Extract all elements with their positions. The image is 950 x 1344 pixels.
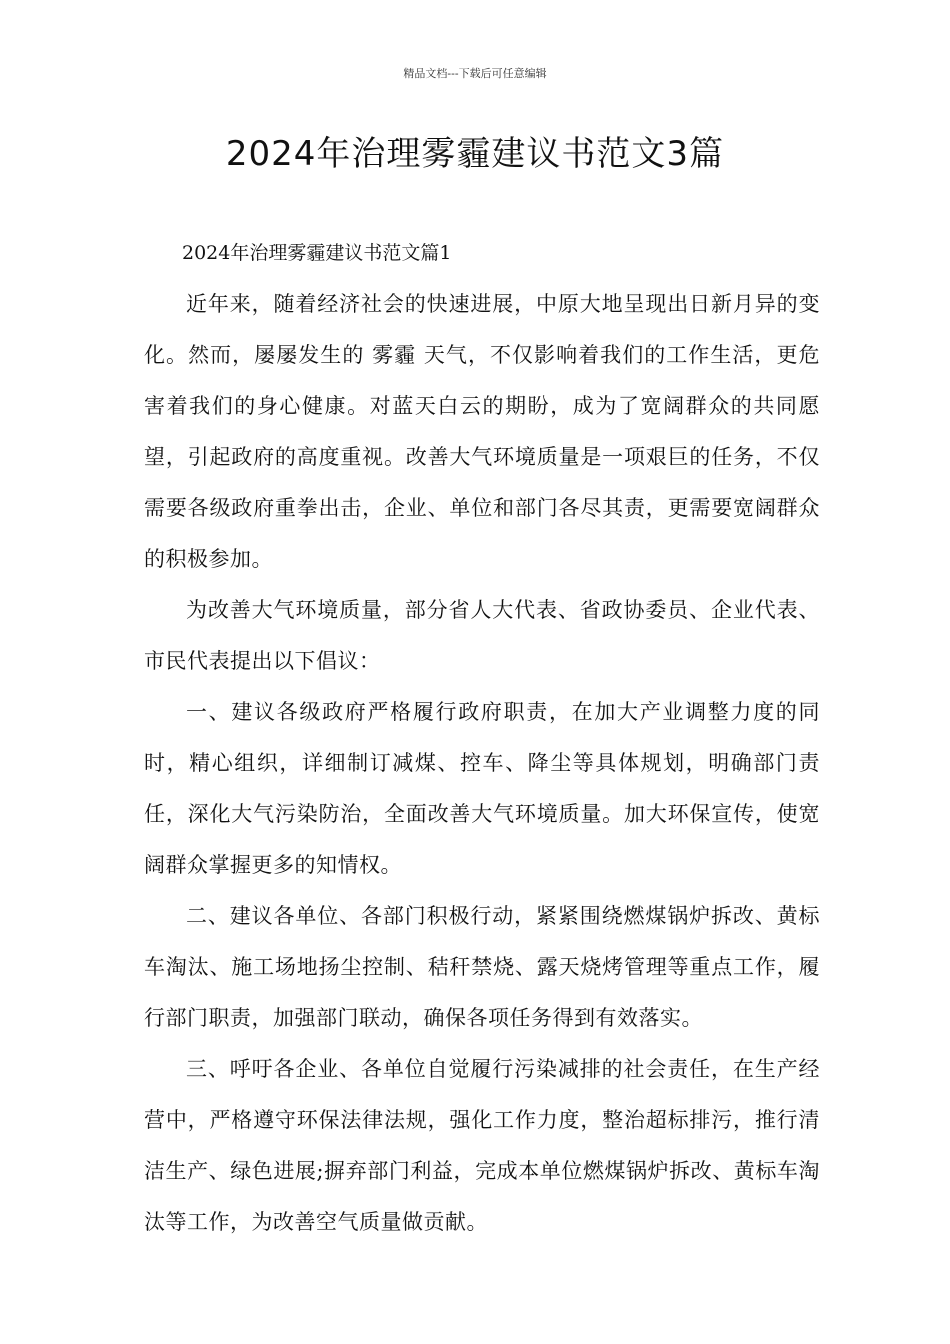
paragraph-proposal-lead: 为改善大气环境质量，部分省人大代表、省政协委员、企业代表、市民代表提出以下倡议： xyxy=(144,598,820,673)
paragraph-proposal-1: 一、建议各级政府严格履行政府职责，在加大产业调整力度的同时，精心组织，详细制订减煤、控车、降尘等具体规划，明确部门责任，深化大气污染防治，全面改善大气环境质量。加大环保宣传，使宽阔群众掌握更多的知情权。 xyxy=(144,700,820,877)
paragraph-intro: 近年来，随着经济社会的快速进展，中原大地呈现出日新月异的变化。然而，屡屡发生的 雾霾 天气，不仅影响着我们的工作生活，更危害着我们的身心健康。对蓝天白云的期盼，成为了宽阔群众的共同愿望，引起政府的高度重视。改善大气环境质量是一项艰巨的任务，不仅需要各级政府重拳出击，企业、单位和部门各尽其责，更需要宽阔群众的积极参加。 xyxy=(144,292,820,571)
document-title: 2024年治理雾霾建议书范文3篇 xyxy=(225,134,725,174)
header-note: 精品文档---下载后可任意编辑 xyxy=(403,67,547,80)
section-heading: 2024年治理雾霾建议书范文篇1 xyxy=(182,242,452,264)
paragraph-proposal-2: 二、建议各单位、各部门积极行动，紧紧围绕燃煤锅炉拆改、黄标车淘汰、施工场地扬尘控制、秸秆禁烧、露天烧烤管理等重点工作，履行部门职责，加强部门联动，确保各项任务得到有效落实。 xyxy=(144,904,820,1030)
document-body xyxy=(144,228,820,1248)
paragraph-proposal-3: 三、呼吁各企业、各单位自觉履行污染减排的社会责任，在生产经营中，严格遵守环保法律法规，强化工作力度，整治超标排污，推行清洁生产、绿色进展;摒弃部门利益，完成本单位燃煤锅炉拆改、黄标车淘汰等工作，为改善空气质量做贡献。 xyxy=(144,1057,820,1234)
